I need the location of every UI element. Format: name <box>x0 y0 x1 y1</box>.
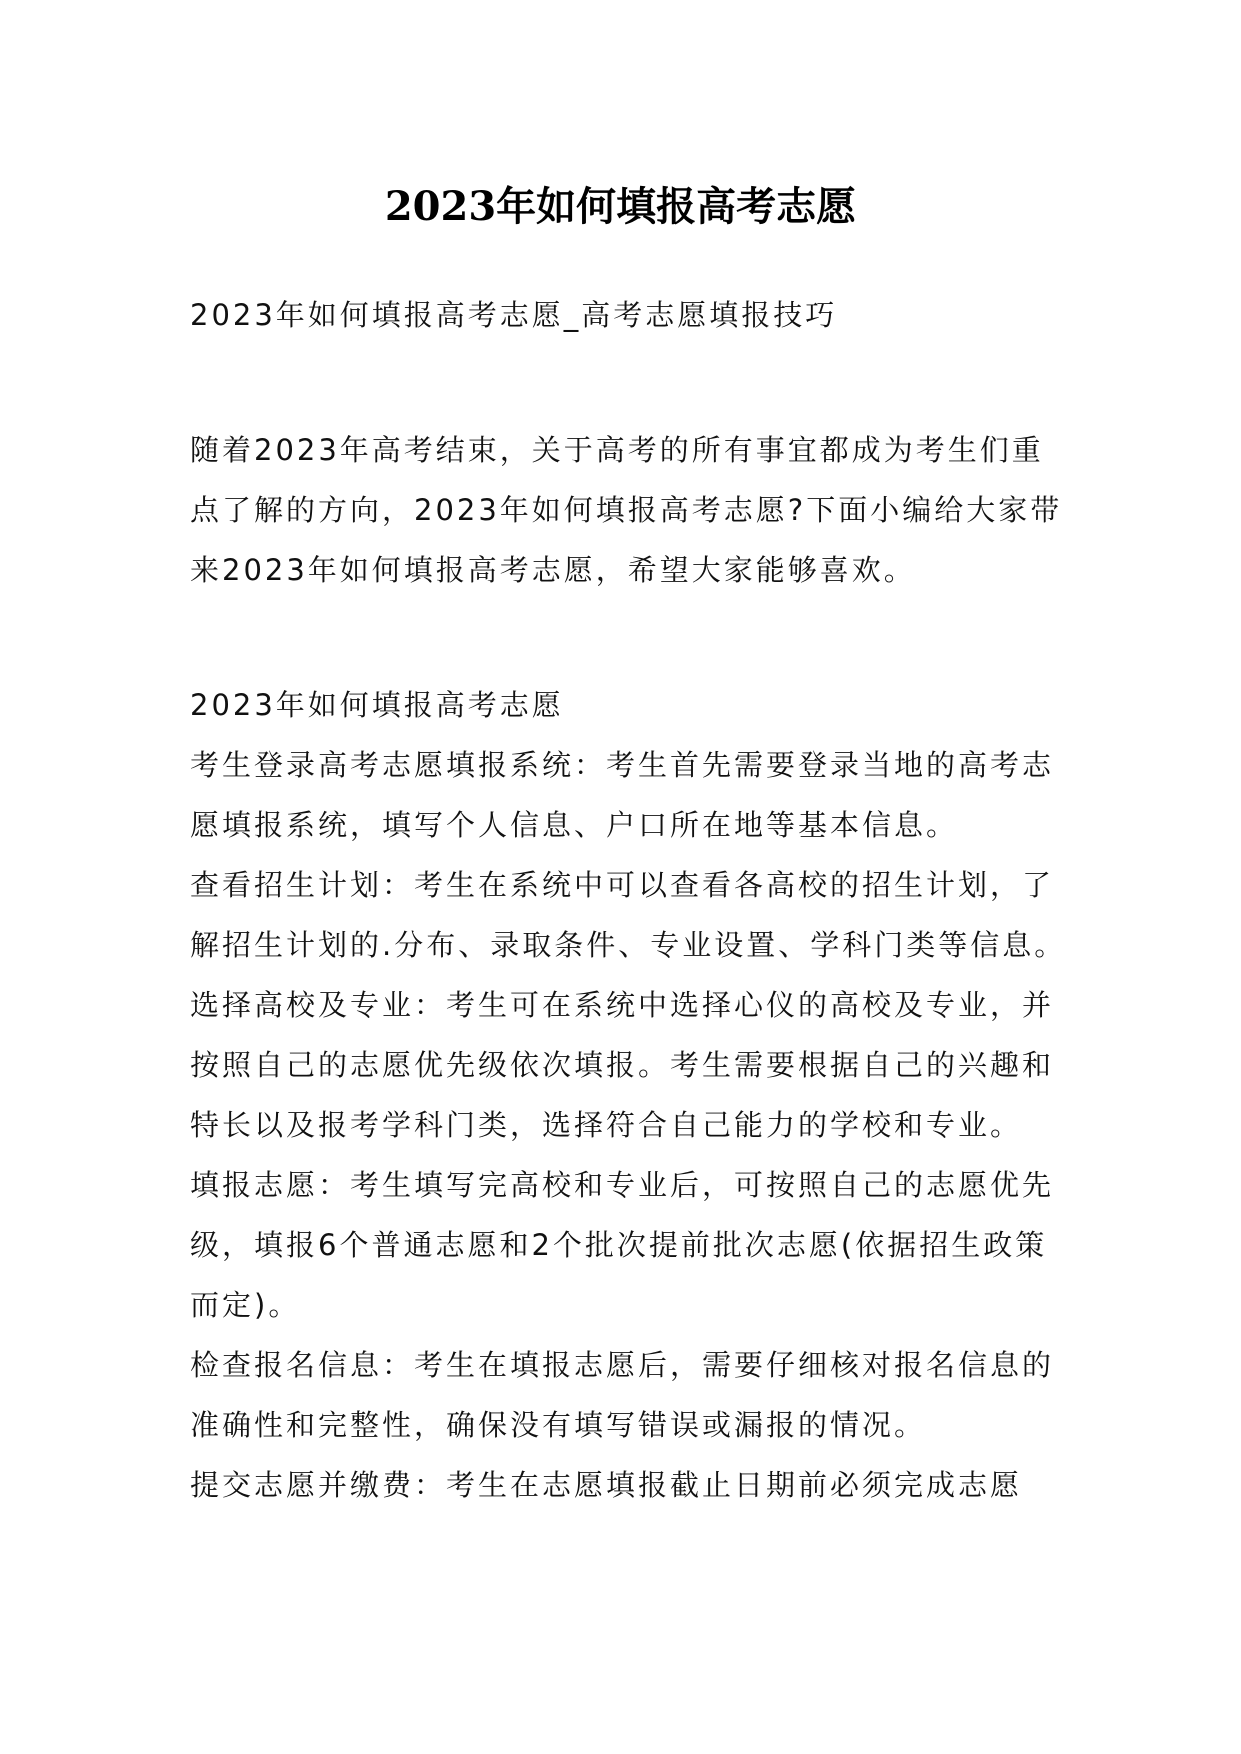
step-paragraph-6: 提交志愿并缴费：考生在志愿填报截止日期前必须完成志愿 <box>190 1468 1023 1502</box>
step-paragraph-4: 填报志愿：考生填写完高校和专业后，可按照自己的志愿优先级，填报6个普通志愿和2个批次提前批次志愿(依据招生政策而定)。 <box>190 1168 1055 1322</box>
step-paragraph-3: 选择高校及专业：考生可在系统中选择心仪的高校及专业，并按照自己的志愿优先级依次填报。考生需要根据自己的兴趣和特长以及报考学科门类，选择符合自己能力的学校和专业。 <box>190 988 1055 1142</box>
document-title: 2023年如何填报高考志愿 <box>384 182 857 230</box>
intro-paragraph: 随着2023年高考结束，关于高考的所有事宜都成为考生们重点了解的方向，2023年如何填报高考志愿?下面小编给大家带来2023年如何填报高考志愿，希望大家能够喜欢。 <box>190 433 1063 587</box>
step-paragraph-2: 查看招生计划：考生在系统中可以查看各高校的招生计划，了解招生计划的.分布、录取条件、专业设置、学科门类等信息。 <box>190 868 1067 962</box>
step-paragraph-1: 考生登录高考志愿填报系统：考生首先需要登录当地的高考志愿填报系统，填写个人信息、户口所在地等基本信息。 <box>190 748 1055 842</box>
document-body <box>190 285 1070 1515</box>
subtitle-paragraph: 2023年如何填报高考志愿_高考志愿填报技巧 <box>190 298 838 332</box>
section-heading: 2023年如何填报高考志愿 <box>190 688 564 722</box>
step-paragraph-5: 检查报名信息：考生在填报志愿后，需要仔细核对报名信息的准确性和完整性，确保没有填写错误或漏报的情况。 <box>190 1348 1055 1442</box>
